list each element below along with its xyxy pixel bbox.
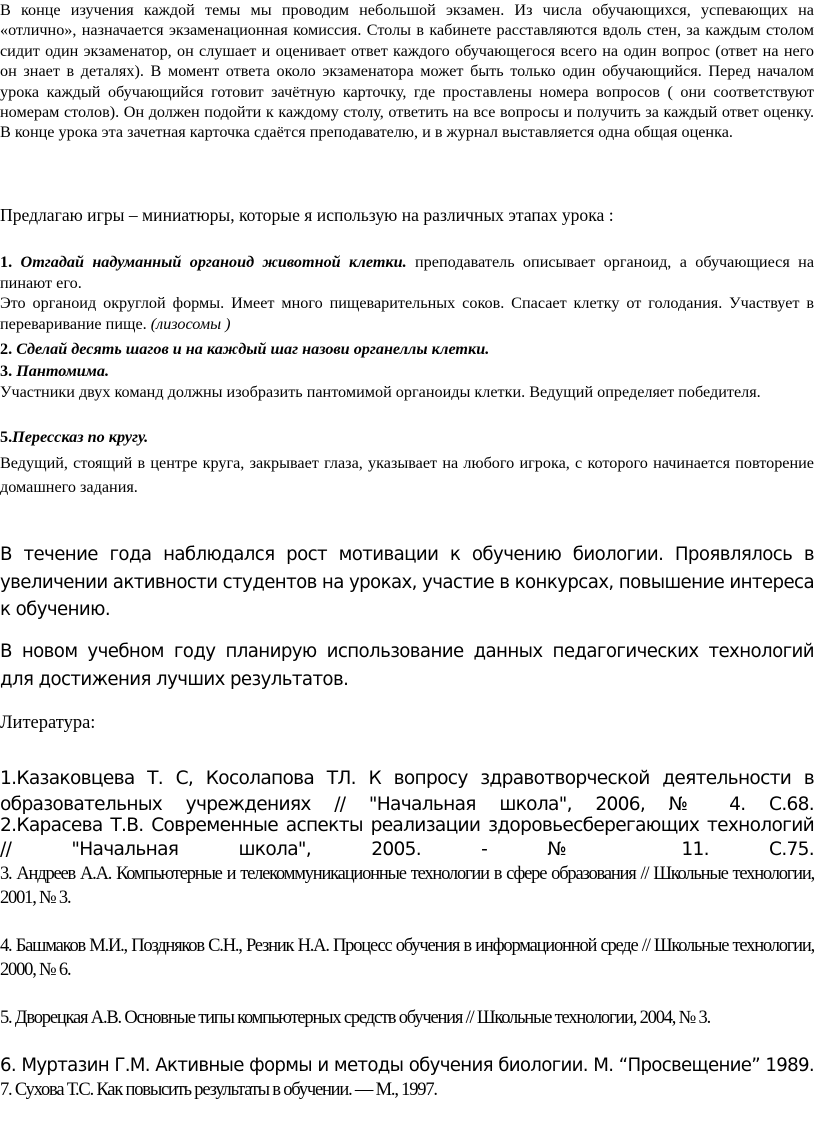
game-1-answer: (лизосомы ) xyxy=(150,314,231,333)
game-3 xyxy=(0,361,814,382)
reference-2: 2.Карасева Т.В. Современные аспекты реализации здоровьесберегающих технологий // "Начальная школа", 2005. - № 11. С.75. xyxy=(0,815,814,860)
game-1-number: 1. xyxy=(0,253,13,271)
game-3-description: Участники двух команд должны изобразить пантомимой органоиды клетки. Ведущий определяет победителя. xyxy=(0,383,761,401)
game-2-title: Сделай десять шагов и на каждый шаг назови органеллы клетки. xyxy=(16,340,490,358)
reference-1: 1.Казаковцева Т. С, Косолапова ТЛ. К вопросу здравотворческой деятельности в образовательных учреждениях // "Начальная школа", 2006, № 4. С.68. xyxy=(0,768,814,815)
game-1-desc-text: Это органоид округлой формы. Имеет много пищеварительных соков. Спасает клетку от голодания. Участвует в переваривание пище. xyxy=(0,294,814,333)
game-2-number: 2. xyxy=(0,340,13,358)
game-5-title: Перессказ по кругу. xyxy=(12,428,149,446)
game-3-title: Пантомима. xyxy=(16,362,110,380)
intro-paragraph: В конце изучения каждой темы мы проводим небольшой экзамен. Из числа обучающихся, успевающих на «отлично», назначается экзаменационная комиссия. Столы в кабинете расставляются вдоль стен, за каждым столом сидит один экзаменатор, он слушает и оценивает ответ каждого обучающегося всего на один вопрос (ответ на него он знает в деталях). В момент ответа около экзаменатора может быть только один обучающийся. Перед началом урока каждый обучающийся готовит зачётную карточку, где проставлены номера вопросов ( они соответствуют номерам столов). Он должен подойти к каждому столу, ответить на все вопросы и получить за каждый ответ оценку. В конце урока эта зачетная карточка сдаётся преподавателю, и в журнал выставляется одна общая оценка. xyxy=(0,1,814,142)
game-5-number: 5. xyxy=(0,428,13,446)
games-intro: Предлагаю игры – миниатюры, которые я использую на различных этапах урока : xyxy=(0,205,614,225)
reference-7: 7. Сухова Т.С. Как повысить результаты в обучении. — М., 1997. xyxy=(0,1080,437,1100)
motivation-paragraph: В течение года наблюдался рост мотивации к обучению биологии. Проявлялось в увеличении активности студентов на уроках, участие в конкурсах, повышение интереса к обучению. xyxy=(0,544,814,620)
game-5-description: Ведущий, стоящий в центре круга, закрывает глаза, указывает на любого игрока, с которого начинается повторение домашнего задания. xyxy=(0,454,814,496)
reference-6: 6. Муртазин Г.М. Активные формы и методы обучения биологии. М. “Просвещение” 1989. xyxy=(0,1055,814,1076)
game-1-text: преподаватель описывает органоид, а обучающиеся на пинают его. xyxy=(0,253,814,292)
literature-heading: Литература: xyxy=(0,713,96,733)
game-1 xyxy=(0,252,814,293)
reference-3: 3. Андреев А.А. Компьютерные и телекоммуникационные технологии в сфере образования // Школьные технологии, 2001, № 3. xyxy=(0,864,814,908)
game-5 xyxy=(0,427,814,448)
game-1-description xyxy=(0,293,814,334)
plans-paragraph: В новом учебном году планирую использование данных педагогических технологий для достижения лучших результатов. xyxy=(0,641,814,690)
game-1-title: Отгадай надуманный органоид животной клетки. xyxy=(20,253,407,271)
game-3-number: 3. xyxy=(0,362,13,380)
reference-4: 4. Башмаков М.И., Поздняков С.Н., Резник Н.А. Процесс обучения в информационной среде // Школьные технологии, 2000, № 6. xyxy=(0,936,814,980)
reference-5: 5. Дворецкая А.В. Основные типы компьютерных средств обучения // Школьные технологии, 2004, № 3. xyxy=(0,1008,710,1028)
game-2 xyxy=(0,339,814,360)
